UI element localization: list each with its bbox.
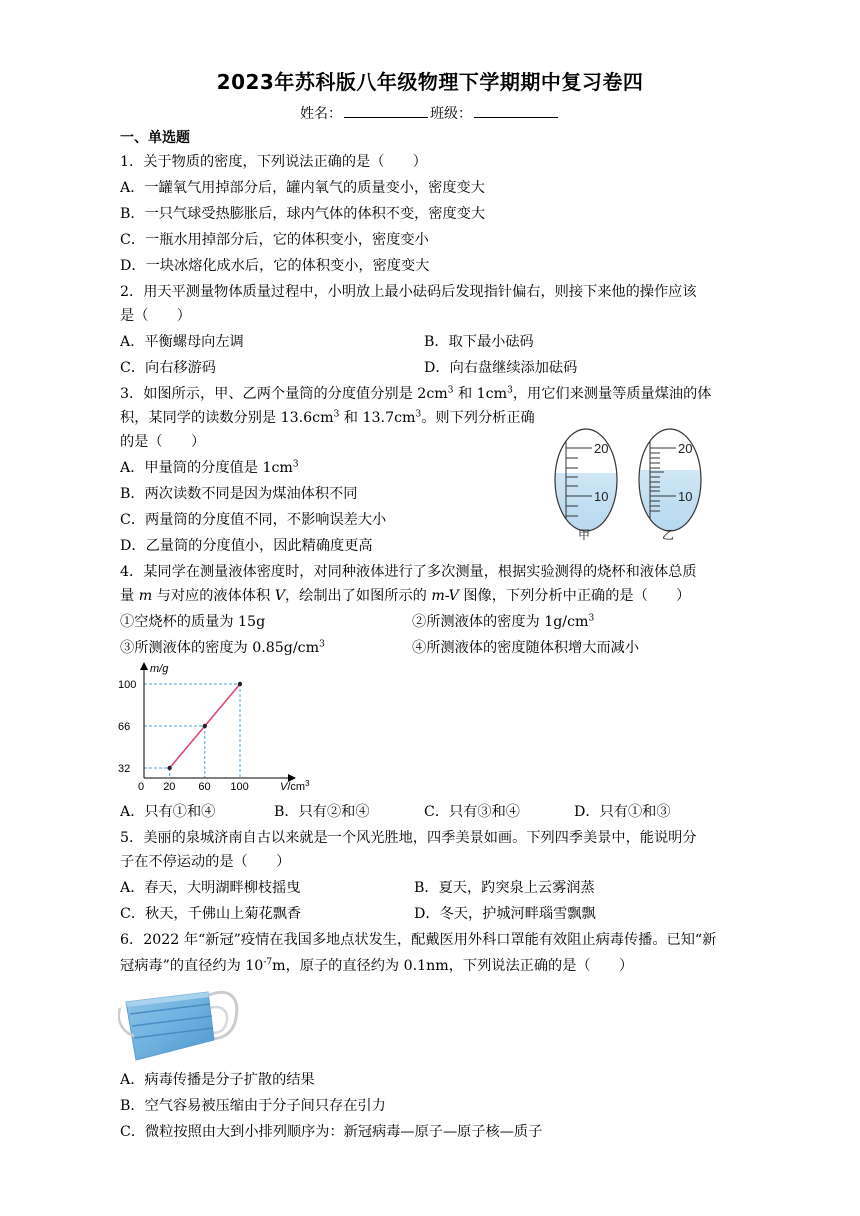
q5-option-c: C．秋天，千佛山上菊花飘香 xyxy=(120,906,302,922)
yi-tick-10: 10 xyxy=(678,489,693,504)
q4-stem-line2: 量 m 与对应的液体体积 V，绘制出了如图所示的 m-V 图像，下列分析中正确的是（ ） xyxy=(120,588,691,604)
data-point-2 xyxy=(238,682,242,686)
q6-option-c: C．微粒按照由大到小排列顺序为：新冠病毒—原子—原子核—质子 xyxy=(120,1124,543,1140)
origin-label: 0 xyxy=(138,781,145,792)
q1-option-d: D．一块冰熔化成水后，它的体积变小，密度变大 xyxy=(120,258,430,274)
q5-stem-line2: 子在不停运动的是（ ） xyxy=(120,854,291,870)
q2-option-a: A．平衡螺母向左调 xyxy=(120,334,244,350)
data-point-0 xyxy=(167,766,171,770)
q5-option-b: B．夏天，趵突泉上云雾润蒸 xyxy=(414,880,595,896)
q4-option-a: A．只有①和④ xyxy=(120,804,216,820)
q4-statement-4: ④所测液体的密度随体积增大而减小 xyxy=(412,640,640,656)
q2-stem-line2: 是（ ） xyxy=(120,308,191,324)
x-axis-label: $V/cm^3$ xyxy=(280,779,310,792)
jia-tick-10: 10 xyxy=(594,489,609,504)
q5-option-d: D．冬天，护城河畔瑙雪飘飘 xyxy=(414,906,596,922)
q1-option-a: A．一罐氧气用掉部分后，罐内氧气的质量变小，密度变大 xyxy=(120,180,485,196)
m-v-graph xyxy=(116,662,316,792)
q4-statement-1: ①空烧杯的质量为 15g xyxy=(120,614,266,630)
q6-option-a: A．病毒传播是分子扩散的结果 xyxy=(120,1072,315,1088)
measuring-cylinders-figure xyxy=(552,426,712,544)
name-blank xyxy=(344,103,428,118)
student-info-line xyxy=(0,103,860,123)
x-tick-label-60: 60 xyxy=(198,781,211,792)
q6-stem-line2: 冠病毒”的直径约为 $10^{-7}m$，原子的直径约为 0.1nm，下列说法正确的是（ ） xyxy=(120,957,634,974)
jia-tick-20: 20 xyxy=(594,441,609,456)
q3-stem-line3: 的是（ ） xyxy=(120,434,206,450)
q5-option-a: A．春天，大明湖畔柳枝摇曳 xyxy=(120,880,301,896)
q3-option-a: A．甲量筒的分度值是 $1cm^3$ xyxy=(120,459,299,476)
name-label: 姓名： xyxy=(300,106,342,122)
q4-option-c: C．只有③和④ xyxy=(424,804,520,820)
q2-option-c: C．向右移游码 xyxy=(120,360,216,376)
q3-stem-line2: 积，某同学的读数分别是 $13.6cm^3$ 和 $13.7cm^3$。则下列分析正确 xyxy=(120,409,535,426)
x-tick-label-100: 100 xyxy=(230,781,249,792)
q4-statement-2: ②所测液体的密度为 $1g/cm^3$ xyxy=(412,613,595,630)
q2-stem-line1: 2．用天平测量物体质量过程中，小明放上最小砝码后发现指针偏右，则接下来他的操作应该 xyxy=(120,284,697,300)
cylinder-yi xyxy=(636,426,706,536)
y-axis-arrow xyxy=(140,662,148,670)
y-tick-label-100: 100 xyxy=(118,679,137,691)
label-jia: 甲 xyxy=(578,528,591,542)
q6-option-b: B．空气容易被压缩由于分子间只存在引力 xyxy=(120,1098,386,1114)
label-yi: 乙 xyxy=(662,528,675,542)
data-point-1 xyxy=(203,724,207,728)
q5-stem-line1: 5．美丽的泉城济南自古以来就是一个风光胜地，四季美景如画。下列四季美景中，能说明分 xyxy=(120,830,697,846)
q3-option-d: D．乙量筒的分度值小，因此精确度更高 xyxy=(120,538,373,554)
q4-statement-3: ③所测液体的密度为 $0.85g/cm^3$ xyxy=(120,639,325,656)
q3-option-b: B．两次读数不同是因为煤油体积不同 xyxy=(120,486,358,502)
q3-option-c: C．两量筒的分度值不同，不影响误差大小 xyxy=(120,512,387,528)
q2-option-b: B．取下最小砝码 xyxy=(424,334,534,350)
face-mask-image xyxy=(118,980,242,1066)
y-tick-label-32: 32 xyxy=(118,763,131,775)
x-tick-label-20: 20 xyxy=(163,781,176,792)
page-title: 2023年苏科版八年级物理下学期期中复习卷四 xyxy=(216,70,644,94)
q1-option-c: C．一瓶水用掉部分后，它的体积变小，密度变小 xyxy=(120,232,429,248)
q1-stem: 1．关于物质的密度，下列说法正确的是（ ） xyxy=(120,154,427,170)
q4-option-d: D．只有①和③ xyxy=(574,804,671,820)
class-blank xyxy=(474,103,558,118)
q4-stem-line1: 4．某同学在测量液体密度时，对同种液体进行了多次测量，根据实验测得的烧杯和液体总质 xyxy=(120,564,697,580)
q6-stem-line1: 6．2022 年“新冠”疫情在我国多地点状发生，配戴医用外科口罩能有效阻止病毒传播。已知“新 xyxy=(120,932,717,948)
q1-option-b: B．一只气球受热膨胀后，球内气体的体积不变，密度变大 xyxy=(120,206,486,222)
y-axis-label: m/g xyxy=(150,663,169,675)
q2-option-d: D．向右盘继续添加砝码 xyxy=(424,360,578,376)
section-heading: 一、单选题 xyxy=(120,130,190,146)
class-label: 班级： xyxy=(430,106,472,122)
q3-stem-line1: 3．如图所示，甲、乙两个量筒的分度值分别是 $2cm^3$ 和 $1cm^3$，用它们来测量等质量煤油的体 xyxy=(120,385,712,402)
cylinder-jia xyxy=(552,426,622,536)
y-tick-label-66: 66 xyxy=(118,721,131,733)
yi-tick-20: 20 xyxy=(678,441,693,456)
q4-option-b: B．只有②和④ xyxy=(274,804,370,820)
